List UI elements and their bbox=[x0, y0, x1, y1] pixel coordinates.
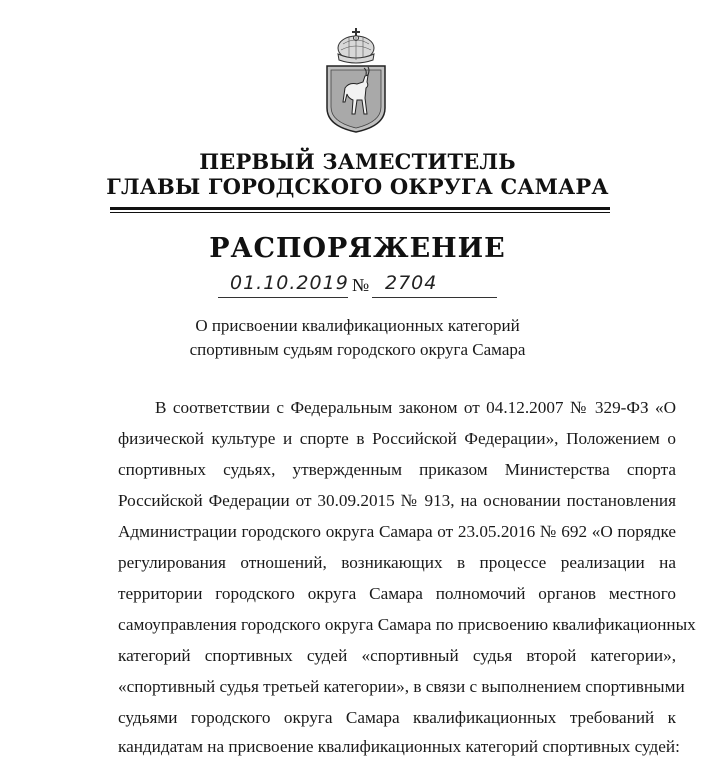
body-line: судьями городского округа Самара квалификационных требований к bbox=[118, 708, 676, 727]
body-line: самоуправления городского округа Самара по присвоению квалификационных bbox=[118, 615, 696, 634]
body-line: В соответствии с Федеральным законом от 04.12.2007 № 329-ФЗ «О bbox=[155, 398, 676, 417]
organization-title-line1: ПЕРВЫЙ ЗАМЕСТИТЕЛЬ bbox=[199, 149, 516, 174]
body-line: спортивных судьях, утвержденным приказом Министерства спорта bbox=[118, 460, 676, 479]
number-underline bbox=[372, 297, 497, 298]
organization-title-line2: ГЛАВЫ ГОРОДСКОГО ОКРУГА САМАРА bbox=[106, 174, 609, 199]
subject-line-1: О присвоении квалификационных категорий bbox=[195, 316, 520, 335]
body-line: физической культуре и спорте в Российской Федерации», Положением о bbox=[118, 429, 676, 448]
handwritten-date: 01.10.2019 bbox=[230, 272, 349, 294]
date-number-line bbox=[0, 272, 715, 302]
body-line: территории городского округа Самара полномочий органов местного bbox=[118, 584, 676, 603]
document-type-title: РАСПОРЯЖЕНИЕ bbox=[209, 233, 506, 264]
body-line: «спортивный судья третьей категории», в связи с выполнением спортивными bbox=[118, 677, 685, 696]
subject-line-2: спортивным судьям городского округа Самара bbox=[189, 340, 526, 359]
body-line: регулирования отношений, возникающих в процессе реализации на bbox=[118, 553, 676, 572]
body-line: кандидатам на присвоение квалификационных категорий спортивных судей: bbox=[118, 737, 680, 756]
header-rule-thick bbox=[110, 207, 610, 210]
number-sign: № bbox=[352, 275, 370, 295]
handwritten-number: 2704 bbox=[385, 272, 438, 294]
date-underline bbox=[218, 297, 348, 298]
body-line: категорий спортивных судей «спортивный судья второй категории», bbox=[118, 646, 676, 665]
header-rule-thin bbox=[110, 212, 610, 213]
body-line: Российской Федерации от 30.09.2015 № 913, на основании постановления bbox=[118, 491, 676, 510]
coat-of-arms-icon bbox=[319, 22, 393, 134]
body-line: Администрации городского округа Самара от 23.05.2016 № 692 «О порядке bbox=[118, 522, 676, 541]
